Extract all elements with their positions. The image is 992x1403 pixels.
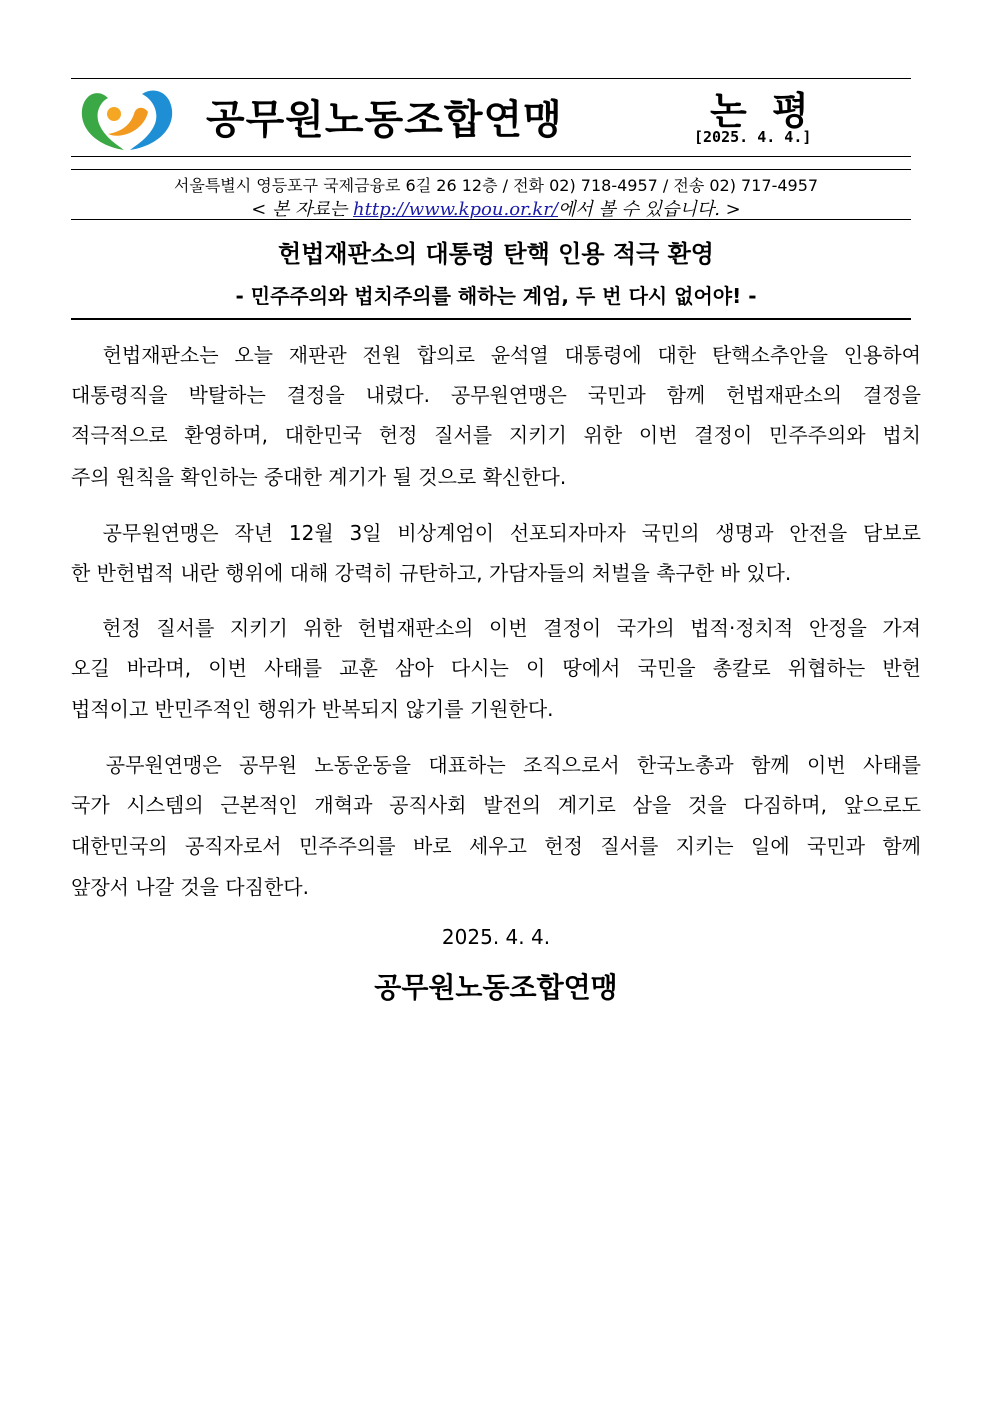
body-line: 대한민국의 공직자로서 민주주의를 바로 세우고 헌정 질서를 지키는 일에 국민과 함께 xyxy=(71,834,921,858)
body-line: 오길 바라며, 이번 사태를 교훈 삼아 다시는 이 땅에서 국민을 총칼로 위협하는 반헌 xyxy=(71,656,921,680)
union-logo xyxy=(78,84,176,154)
document-subtitle: - 민주주의와 법치주의를 해하는 계엄, 두 번 다시 없어야! - xyxy=(235,284,757,308)
address-top-rule xyxy=(71,169,911,170)
document-type: 논 평 xyxy=(710,89,815,133)
body-line: 대통령직을 박탈하는 결정을 내렸다. 공무원연맹은 국민과 함께 헌법재판소의 결정을 xyxy=(71,383,921,407)
body-line: 국가 시스템의 근본적인 개혁과 공직사회 발전의 계기로 삼을 것을 다짐하며, 앞으로도 xyxy=(71,793,921,817)
availability-notice xyxy=(71,195,921,221)
body-line: 앞장서 나갈 것을 다짐한다. xyxy=(71,875,309,899)
statement-date: 2025. 4. 4. xyxy=(441,925,551,949)
header-top-rule xyxy=(71,78,911,79)
address-bottom-rule xyxy=(71,219,911,220)
body-line: 헌법재판소는 오늘 재판관 전원 합의로 윤석열 대통령에 대한 탄핵소추안을 인용하여 xyxy=(71,343,921,367)
availability-prefix: < 본 자료는 xyxy=(251,199,354,220)
body-line: 헌정 질서를 지키기 위한 헌법재판소의 이번 결정이 국가의 법적·정치적 안정을 가져 xyxy=(71,616,921,640)
body-line: 법적이고 반민주적인 행위가 반복되지 않기를 기원한다. xyxy=(71,697,554,721)
header-rule xyxy=(71,156,911,157)
body-line: 공무원연맹은 작년 12월 3일 비상계엄이 선포되자마자 국민의 생명과 안전을 담보로 xyxy=(71,521,921,545)
document-title: 헌법재판소의 대통령 탄핵 인용 적극 환영 xyxy=(278,240,714,268)
availability-suffix: 에서 볼 수 있습니다. > xyxy=(557,199,741,220)
title-rule xyxy=(71,318,911,320)
contact-address: 서울특별시 영등포구 국제금융로 6길 26 12층 / 전화 02) 718-4957 / 전송 02) 717-4957 xyxy=(173,176,819,195)
body-line: 주의 원칙을 확인하는 중대한 계기가 될 것으로 확신한다. xyxy=(71,465,567,489)
signature-organization: 공무원노동조합연맹 xyxy=(374,971,618,1004)
organization-name: 공무원노동조합연맹 xyxy=(206,97,563,143)
website-link[interactable]: http://www.kpou.or.kr/ xyxy=(353,199,558,220)
body-line: 공무원연맹은 공무원 노동운동을 대표하는 조직으로서 한국노총과 함께 이번 사태를 xyxy=(71,753,921,777)
body-line: 한 반헌법적 내란 행위에 대해 강력히 규탄하고, 가담자들의 처벌을 촉구한 바 있다. xyxy=(71,561,792,585)
body-line: 적극적으로 환영하며, 대한민국 헌정 질서를 지키기 위한 이번 결정이 민주주의와 법치 xyxy=(71,423,921,447)
header-date: [2025. 4. 4.] xyxy=(694,128,812,146)
